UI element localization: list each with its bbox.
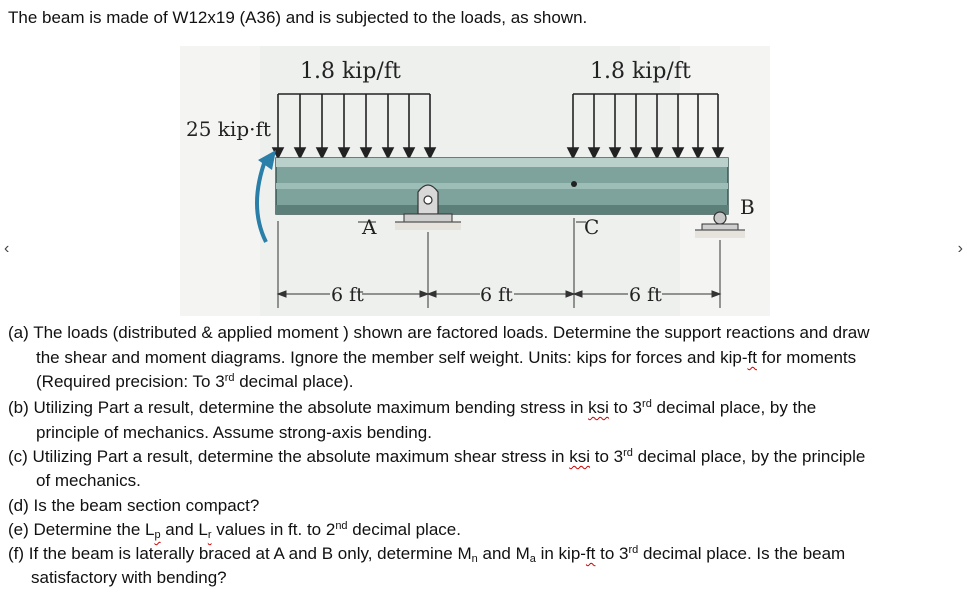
question-f-mid: and M — [477, 544, 530, 563]
beam — [276, 158, 728, 214]
question-b-line-1 — [8, 396, 816, 419]
question-c-line-1 — [8, 445, 865, 468]
question-f-sup: rd — [628, 544, 639, 556]
right-edge-chevron-icon: › — [957, 240, 963, 257]
question-e-sub-p: p — [154, 529, 161, 541]
question-f-end: decimal place. Is the beam — [638, 544, 846, 563]
question-e-mid2: values in ft. to 2 — [211, 520, 336, 539]
question-e-end: decimal place. — [347, 520, 461, 539]
question-f-sub-n: n — [471, 553, 478, 565]
question-c-line-2: of mechanics. — [36, 471, 141, 490]
question-f-sub-a: a — [529, 553, 536, 565]
question-e — [8, 518, 461, 541]
question-f-line-2: satisfactory with bending? — [31, 568, 227, 587]
question-a-precision-end: decimal place). — [234, 372, 354, 391]
label-c: C — [584, 215, 600, 239]
question-c-end: decimal place, by the principle — [632, 447, 866, 466]
load-right-label: 1.8 kip/ft — [590, 59, 691, 84]
question-b-line-2: principle of mechanics. Assume strong-axis bending. — [36, 423, 432, 442]
question-a-ft: ft — [747, 348, 757, 367]
question-b-ksi: ksi — [588, 398, 609, 417]
question-b-mid: to 3 — [608, 398, 643, 417]
question-e-text: (e) Determine the L — [8, 520, 155, 539]
question-e-sup: nd — [335, 520, 348, 532]
beam-figure — [180, 46, 770, 316]
moment-label: 25 kip·ft — [186, 117, 271, 141]
question-e-mid: and L — [160, 520, 208, 539]
question-f-line-1 — [8, 542, 845, 565]
question-b-end: decimal place, by the — [651, 398, 817, 417]
dimension-label-2: 6 ft — [480, 284, 513, 306]
question-a-sup: rd — [224, 372, 235, 384]
question-c-sup: rd — [623, 447, 633, 459]
question-a-line-1: (a) The loads (distributed & applied moment ) shown are factored loads. Determine the support reactions and draw — [8, 323, 870, 342]
beam-diagram — [180, 46, 770, 316]
label-a: A — [362, 215, 377, 239]
question-a-text: the shear and moment diagrams. Ignore the member self weight. Units: kips for forces and kip- — [36, 348, 748, 367]
question-f-ft: ft — [585, 544, 596, 563]
question-a-precision: (Required precision: To 3 — [36, 372, 225, 391]
dimension-label-3: 6 ft — [629, 284, 662, 306]
question-f-mid2: in kip- — [535, 544, 586, 563]
question-a-line-3 — [36, 370, 354, 393]
load-left-label: 1.8 kip/ft — [300, 59, 401, 84]
question-c-mid: to 3 — [590, 447, 624, 466]
question-c-ksi: ksi — [569, 447, 590, 466]
question-c-text: (c) Utilizing Part a result, determine the absolute maximum shear stress in — [8, 447, 570, 466]
problem-intro: The beam is made of W12x19 (A36) and is subjected to the loads, as shown. — [8, 8, 588, 27]
question-a-tail: for moments — [756, 348, 857, 367]
dimension-label-1: 6 ft — [331, 284, 364, 306]
question-e-sub-r: r — [207, 529, 212, 541]
label-b: B — [740, 195, 755, 219]
question-d: (d) Is the beam section compact? — [8, 496, 260, 515]
question-b-sup: rd — [642, 398, 652, 410]
question-f-text: (f) If the beam is laterally braced at A and B only, determine M — [8, 544, 472, 563]
question-a-line-2 — [36, 346, 856, 369]
point-c-marker — [571, 181, 577, 187]
left-edge-chevron-icon: ‹ — [4, 240, 10, 257]
question-b-text: (b) Utilizing Part a result, determine the absolute maximum bending stress in — [8, 398, 589, 417]
question-f-mid3: to 3 — [595, 544, 629, 563]
